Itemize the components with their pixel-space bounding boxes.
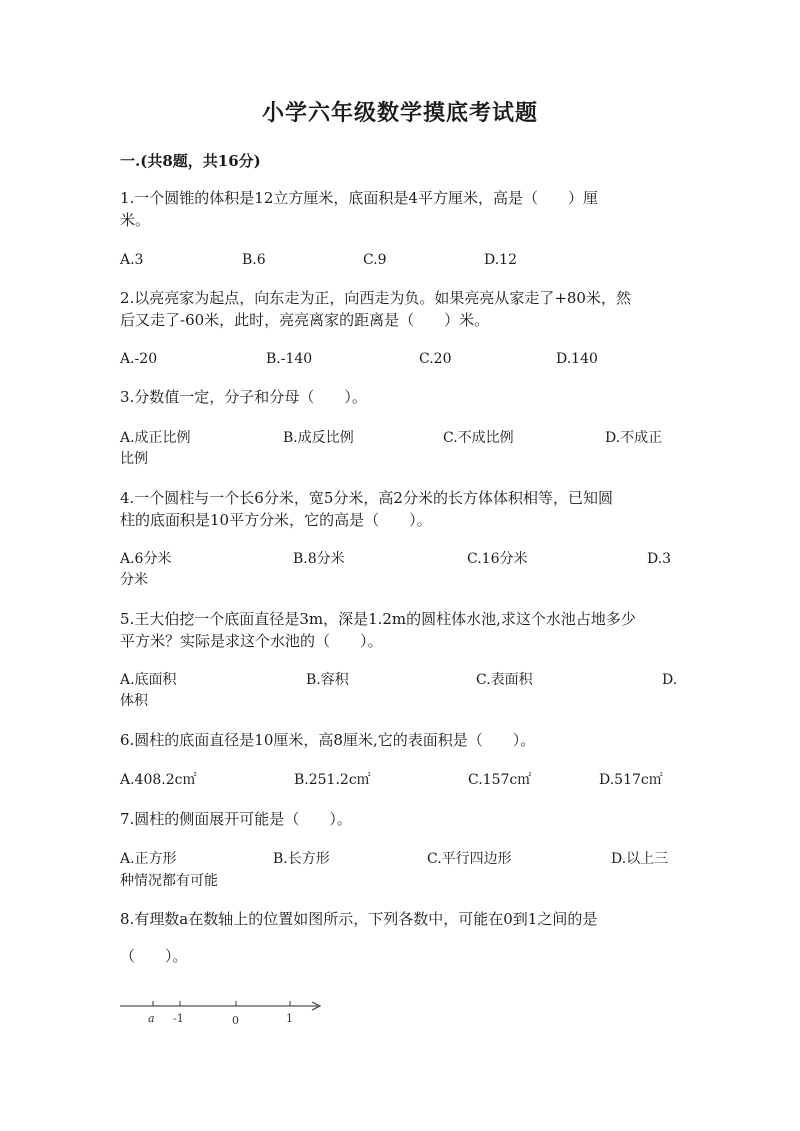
question-1-option-a: A.3 — [120, 252, 144, 268]
question-5-option-d-wrap: 体积 — [120, 693, 148, 709]
question-1-line2: 米。 — [120, 211, 151, 229]
question-1-line1: 1.一个圆锥的体积是12立方厘米，底面积是4平方厘米，高是（ ）厘 — [120, 189, 598, 207]
question-7-option-c: C.平行四边形 — [427, 851, 512, 867]
question-8-line2: （ ）。 — [120, 947, 188, 965]
question-1-option-d: D.12 — [484, 252, 517, 268]
question-3-option-d-wrap: 比例 — [120, 451, 148, 467]
question-8-line1: 8.有理数a在数轴上的位置如图所示，下列各数中，可能在0到1之间的是 — [120, 910, 598, 928]
question-6-option-a: A.408.2c㎡ — [120, 772, 197, 788]
question-7-option-a: A.正方形 — [120, 851, 177, 867]
question-4-option-d-wrap: 分米 — [120, 572, 148, 588]
question-4-option-b: B.8分米 — [293, 551, 345, 567]
question-2-option-a: A.-20 — [120, 351, 158, 367]
question-4-line1: 4.一个圆柱与一个长6分米，宽5分米，高2分米的长方体体积相等，已知圆 — [120, 489, 613, 507]
question-2-line1: 2.以亮亮家为起点，向东走为正，向西走为负。如果亮亮从家走了+80米，然 — [120, 289, 631, 307]
question-3-stem — [120, 386, 665, 408]
question-3-option-b: B.成反比例 — [283, 430, 354, 446]
number-line-figure — [118, 996, 328, 1030]
label-a: a — [148, 1012, 155, 1025]
question-5-line1: 5.王大伯挖一个底面直径是3m，深是1.2m的圆柱体水池,求这个水池占地多少 — [120, 610, 636, 628]
question-2-option-d: D.140 — [556, 351, 598, 367]
question-4-option-c: C.16分米 — [467, 551, 528, 567]
question-6-option-d: D.517c㎡ — [599, 772, 663, 788]
question-3-line1: 3.分数值一定，分子和分母（ ）。 — [120, 388, 367, 406]
question-2-line2: 后又走了-60米，此时，亮亮离家的距离是（ ）米。 — [120, 311, 490, 329]
question-5-option-d: D. — [662, 672, 678, 688]
question-2-option-b: B.-140 — [266, 351, 313, 367]
question-4-option-a: A.6分米 — [120, 551, 172, 567]
question-4-stem — [120, 487, 665, 531]
section-heading: 一.(共8题，共16分) — [120, 152, 261, 170]
question-6-option-b: B.251.2c㎡ — [294, 772, 371, 788]
question-2-option-c: C.20 — [419, 351, 452, 367]
question-7-option-b: B.长方形 — [273, 851, 330, 867]
question-1-stem — [120, 187, 665, 231]
question-2-stem — [120, 287, 665, 331]
question-4-option-d: D.3 — [647, 551, 672, 567]
question-7-option-d: D.以上三 — [611, 851, 669, 867]
question-1-option-c: C.9 — [363, 252, 387, 268]
label-0: 0 — [232, 1014, 239, 1027]
question-7-stem — [120, 808, 665, 830]
question-5-stem — [120, 608, 665, 652]
question-6-option-c: C.157c㎡ — [468, 772, 532, 788]
question-3-option-a: A.成正比例 — [120, 430, 191, 446]
question-5-option-c: C.表面积 — [476, 672, 533, 688]
question-8-stem-cont — [120, 945, 665, 967]
question-6-stem — [120, 729, 665, 751]
question-5-option-a: A.底面积 — [120, 672, 177, 688]
label-minus-1: -1 — [173, 1012, 184, 1025]
label-1: 1 — [286, 1012, 293, 1025]
question-7-option-d-wrap: 种情况都有可能 — [120, 873, 218, 889]
page-title: 小学六年级数学摸底考试题 — [261, 100, 538, 126]
question-5-line2: 平方米？实际是求这个水池的（ ）。 — [120, 632, 383, 650]
question-4-line2: 柱的底面积是10平方分米，它的高是（ ）。 — [120, 511, 432, 529]
question-3-option-c: C.不成比例 — [443, 430, 514, 446]
question-3-option-d: D.不成正 — [605, 430, 663, 446]
question-1-option-b: B.6 — [242, 252, 266, 268]
question-8-stem — [120, 908, 665, 930]
question-6-line1: 6.圆柱的底面直径是10厘米，高8厘米,它的表面积是（ ）。 — [120, 731, 536, 749]
question-7-line1: 7.圆柱的侧面展开可能是（ ）。 — [120, 810, 352, 828]
question-5-option-b: B.容积 — [306, 672, 349, 688]
